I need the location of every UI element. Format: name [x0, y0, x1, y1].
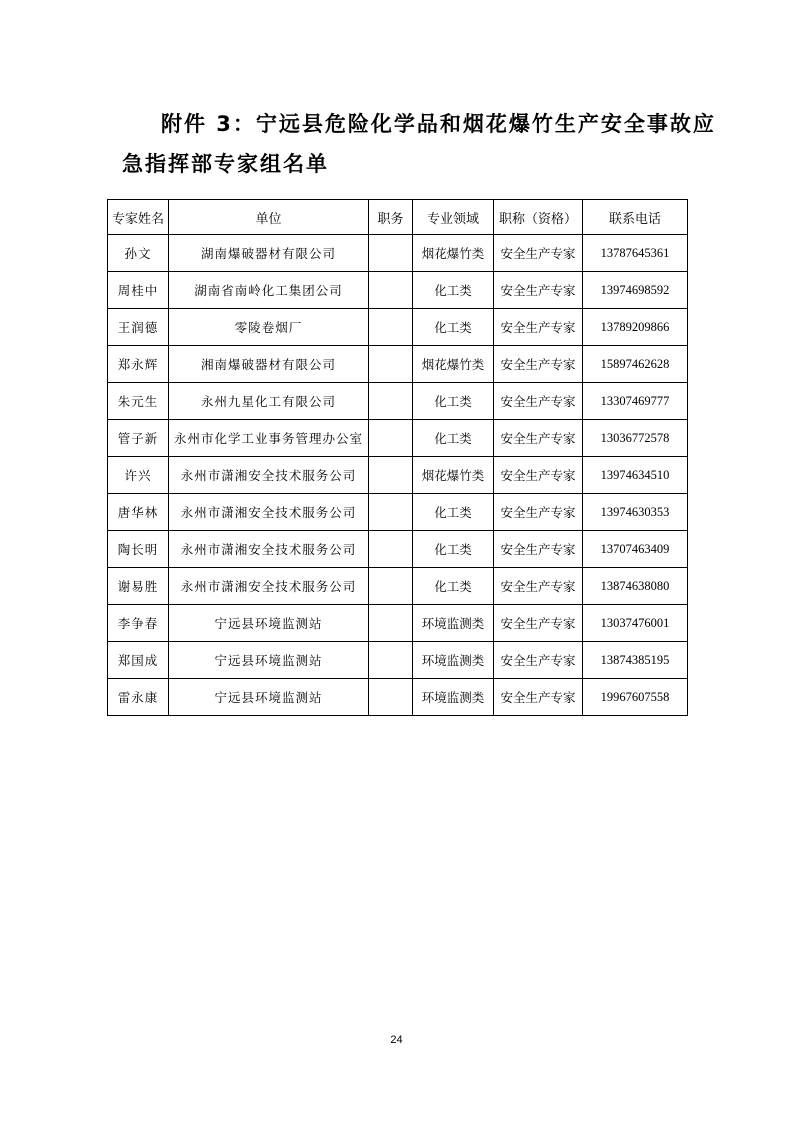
table-row	[108, 457, 688, 494]
cell-title: 安全生产专家	[494, 309, 583, 346]
cell-post	[369, 346, 413, 383]
table-row	[108, 568, 688, 605]
table-row	[108, 605, 688, 642]
cell-unit: 湖南省南岭化工集团公司	[169, 272, 369, 309]
cell-field: 化工类	[413, 531, 494, 568]
cell-name: 郑国成	[108, 642, 169, 679]
cell-phone: 13307469777	[583, 383, 688, 420]
cell-title: 安全生产专家	[494, 679, 583, 716]
table-row	[108, 420, 688, 457]
cell-phone: 19967607558	[583, 679, 688, 716]
header-unit: 单位	[169, 200, 369, 235]
header-phone: 联系电话	[583, 200, 688, 235]
cell-name: 唐华林	[108, 494, 169, 531]
cell-phone: 15897462628	[583, 346, 688, 383]
cell-post	[369, 531, 413, 568]
cell-field: 环境监测类	[413, 642, 494, 679]
header-field: 专业领域	[413, 200, 494, 235]
cell-phone: 13874385195	[583, 642, 688, 679]
cell-field: 环境监测类	[413, 679, 494, 716]
cell-post	[369, 420, 413, 457]
table-row	[108, 494, 688, 531]
table-header-row	[108, 200, 688, 235]
cell-field: 烟花爆竹类	[413, 457, 494, 494]
cell-unit: 永州市化学工业事务管理办公室	[169, 420, 369, 457]
cell-title: 安全生产专家	[494, 605, 583, 642]
cell-field: 烟花爆竹类	[413, 235, 494, 272]
cell-field: 环境监测类	[413, 605, 494, 642]
cell-phone: 13974698592	[583, 272, 688, 309]
table-body	[108, 235, 688, 716]
table-row	[108, 679, 688, 716]
cell-post	[369, 679, 413, 716]
table-row	[108, 235, 688, 272]
cell-phone: 13974630353	[583, 494, 688, 531]
cell-unit: 宁远县环境监测站	[169, 642, 369, 679]
cell-name: 郑永辉	[108, 346, 169, 383]
cell-name: 王润德	[108, 309, 169, 346]
table-row	[108, 309, 688, 346]
cell-phone: 13874638080	[583, 568, 688, 605]
cell-field: 化工类	[413, 420, 494, 457]
cell-unit: 永州市潇湘安全技术服务公司	[169, 568, 369, 605]
cell-post	[369, 383, 413, 420]
cell-title: 安全生产专家	[494, 235, 583, 272]
table-row	[108, 383, 688, 420]
cell-unit: 零陵卷烟厂	[169, 309, 369, 346]
cell-name: 许兴	[108, 457, 169, 494]
cell-field: 化工类	[413, 494, 494, 531]
cell-post	[369, 309, 413, 346]
cell-name: 陶长明	[108, 531, 169, 568]
cell-unit: 湖南爆破器材有限公司	[169, 235, 369, 272]
cell-name: 李争春	[108, 605, 169, 642]
header-post: 职务	[369, 200, 413, 235]
cell-unit: 湘南爆破器材有限公司	[169, 346, 369, 383]
cell-name: 管子新	[108, 420, 169, 457]
header-name: 专家姓名	[108, 200, 169, 235]
cell-title: 安全生产专家	[494, 272, 583, 309]
cell-phone: 13036772578	[583, 420, 688, 457]
cell-phone: 13037476001	[583, 605, 688, 642]
page-number: 24	[390, 1034, 403, 1046]
cell-name: 周桂中	[108, 272, 169, 309]
document-title-line-1: 附件 3：宁远县危险化学品和烟花爆竹生产安全事故应	[161, 112, 716, 136]
header-title: 职称（资格）	[494, 200, 583, 235]
cell-post	[369, 494, 413, 531]
cell-unit: 永州市潇湘安全技术服务公司	[169, 494, 369, 531]
cell-field: 烟花爆竹类	[413, 346, 494, 383]
cell-field: 化工类	[413, 383, 494, 420]
cell-unit: 永州九星化工有限公司	[169, 383, 369, 420]
cell-name: 雷永康	[108, 679, 169, 716]
cell-name: 孙文	[108, 235, 169, 272]
cell-unit: 永州市潇湘安全技术服务公司	[169, 531, 369, 568]
table-row	[108, 272, 688, 309]
cell-unit: 永州市潇湘安全技术服务公司	[169, 457, 369, 494]
document-title-line-2: 急指挥部专家组名单	[122, 152, 329, 176]
cell-unit: 宁远县环境监测站	[169, 679, 369, 716]
cell-post	[369, 642, 413, 679]
cell-title: 安全生产专家	[494, 346, 583, 383]
cell-field: 化工类	[413, 309, 494, 346]
table-row	[108, 642, 688, 679]
cell-phone: 13789209866	[583, 309, 688, 346]
table-row	[108, 346, 688, 383]
cell-title: 安全生产专家	[494, 457, 583, 494]
cell-title: 安全生产专家	[494, 642, 583, 679]
cell-title: 安全生产专家	[494, 568, 583, 605]
cell-title: 安全生产专家	[494, 494, 583, 531]
cell-post	[369, 568, 413, 605]
cell-post	[369, 235, 413, 272]
cell-field: 化工类	[413, 272, 494, 309]
cell-field: 化工类	[413, 568, 494, 605]
cell-post	[369, 605, 413, 642]
cell-title: 安全生产专家	[494, 383, 583, 420]
cell-phone: 13974634510	[583, 457, 688, 494]
cell-name: 朱元生	[108, 383, 169, 420]
table-row	[108, 531, 688, 568]
cell-title: 安全生产专家	[494, 420, 583, 457]
cell-post	[369, 272, 413, 309]
expert-roster-table	[107, 199, 688, 716]
cell-phone: 13787645361	[583, 235, 688, 272]
cell-phone: 13707463409	[583, 531, 688, 568]
cell-name: 谢易胜	[108, 568, 169, 605]
cell-title: 安全生产专家	[494, 531, 583, 568]
cell-post	[369, 457, 413, 494]
cell-unit: 宁远县环境监测站	[169, 605, 369, 642]
